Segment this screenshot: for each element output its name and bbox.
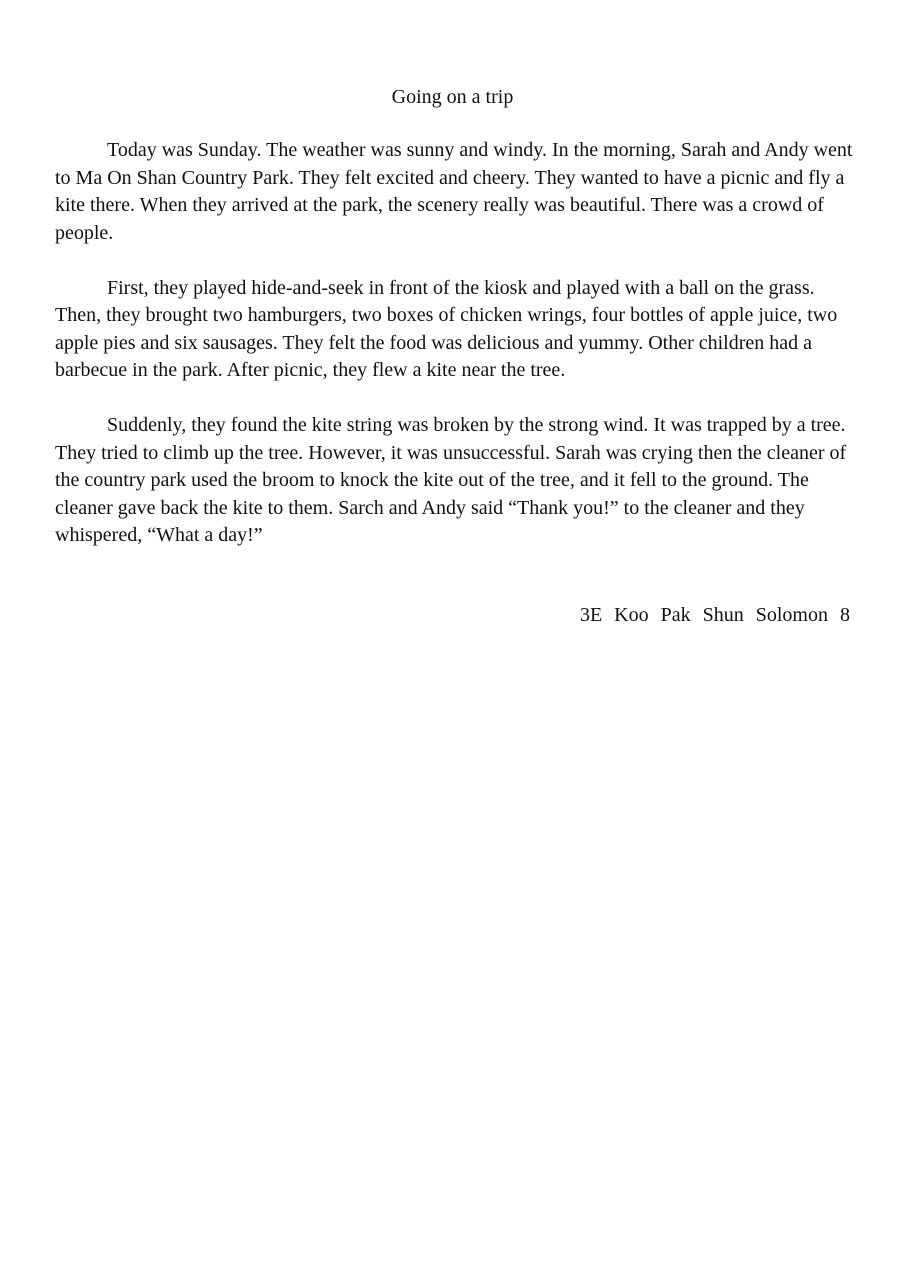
author-signature: 3E Koo Pak Shun Solomon 8 [579, 604, 850, 626]
paragraph-2: First, they played hide-and-seek in front of the kiosk and played with a ball on the grass. Then, they brought two hamburgers, two boxes of chicken wrings, four bottles of apple juice, two apple pies and six sausages. They felt the food was delicious and yummy. Other children had a barbecue in the park. After picnic, they flew a kite near the tree. [55, 276, 838, 381]
paragraph-3: Suddenly, they found the kite string was broken by the strong wind. It was trapped by a tree. They tried to climb up the tree. However, it was unsuccessful. Sarah was crying then the cleaner of the country park used the broom to knock the kite out of the tree, and it fell to the ground. The cleaner gave back the kite to them. Sarch and Andy said “Thank you!” to the cleaner and they whispered, “What a day!” [55, 414, 847, 546]
document-title: Going on a trip [391, 86, 514, 108]
paragraph-1: Today was Sunday. The weather was sunny and windy. In the morning, Sarah and Andy went to Ma On Shan Country Park. They felt excited and cheery. They wanted to have a picnic and fly a kite there. When they arrived at the park, the scenery really was beautiful. There was a crowd of people. [55, 139, 853, 244]
document-body [55, 137, 855, 577]
